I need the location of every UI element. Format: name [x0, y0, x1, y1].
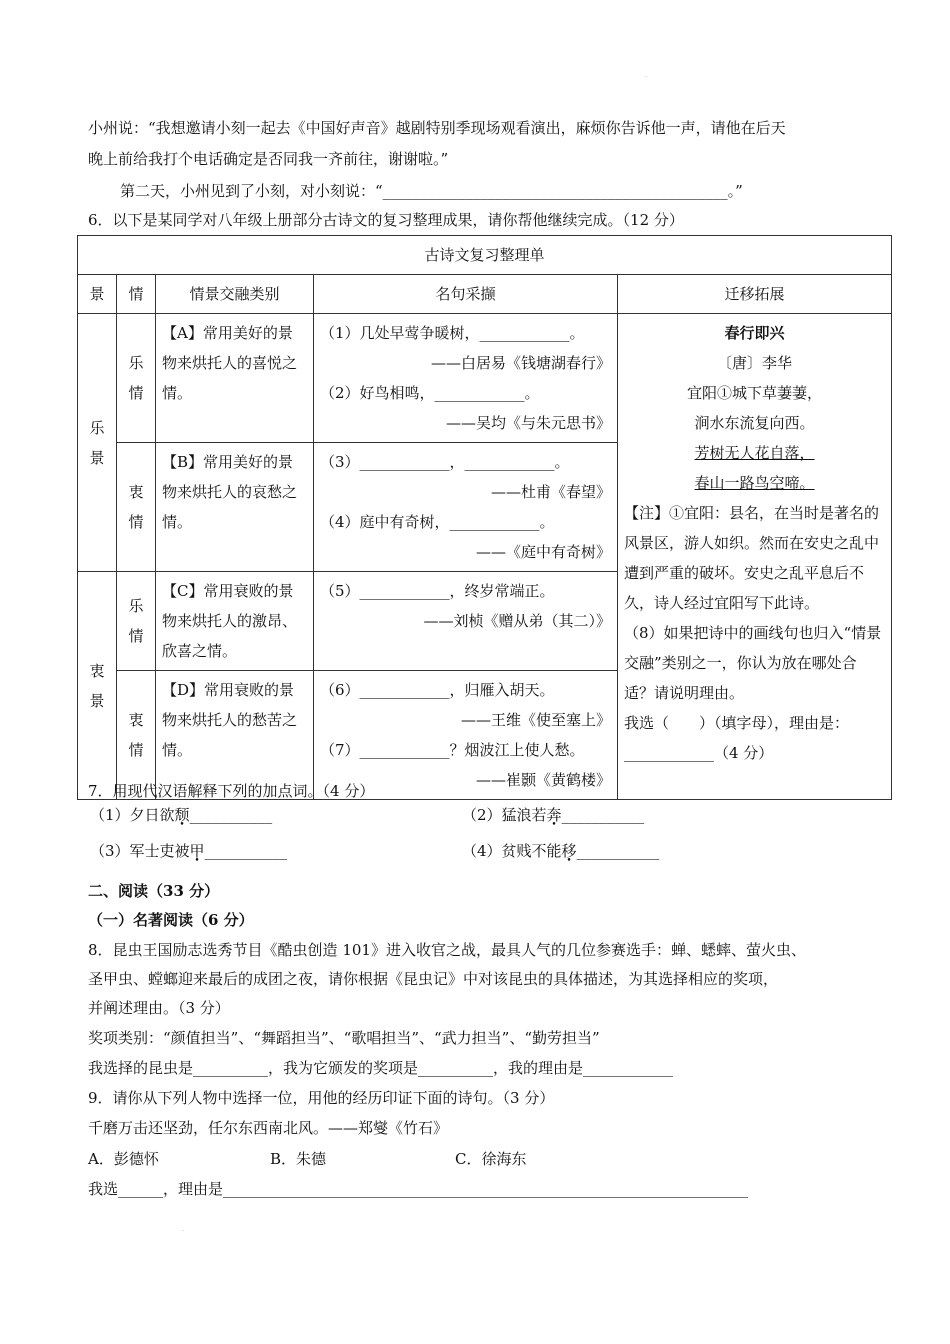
quote-2: （2）好鸟相鸣，____________。: [320, 384, 540, 402]
category-c: 【C】常用衰败的景物来烘托人的激昂、欣喜之情。: [156, 572, 314, 671]
emotion-happy-1: 乐情: [117, 314, 156, 443]
poem-line-4: 春山一路鸟空啼。: [694, 474, 815, 492]
poem-title: 春行即兴: [724, 324, 785, 342]
quote-1: （1）几处早莺争暖树，____________。: [320, 324, 585, 342]
q7-item-1: [90, 804, 272, 826]
q7-item-4-text: （4）贫贱不能: [462, 842, 562, 860]
q7-item-4: [462, 840, 659, 862]
quote-5: （5）____________，终岁常端正。: [320, 582, 555, 600]
poem-line-3: 芳树无人花自落，: [694, 444, 815, 462]
q9-option-a: A．彭德怀: [88, 1150, 159, 1168]
q7-item-2-dotted: 奔: [546, 806, 562, 824]
page-mark-bottom: ·: [182, 1228, 184, 1235]
q7-item-1-text: （1）夕日欲: [90, 806, 175, 824]
q7-item-3-dotted: 甲: [189, 842, 205, 860]
q9-line-2: 千磨万击还坚劲，任尔东西南北风。——郑燮《竹石》: [88, 1119, 449, 1137]
quote-3: （3）____________，____________。: [320, 453, 570, 471]
q9-option-b: B．朱德: [270, 1150, 327, 1168]
q8-line-3: 并阐述理由。（3 分）: [88, 999, 230, 1017]
header-quotes: 名句采撷: [314, 275, 618, 314]
q7-item-2: [462, 804, 644, 826]
quote-1-source: ——白居易《钱塘湖春行》: [430, 354, 611, 372]
quote-6: （6）____________，归雁入胡天。: [320, 681, 555, 699]
q9-answer: 我选______，理由是______________________________________________________________________: [88, 1180, 749, 1198]
q7-item-2-blank: ___________: [561, 806, 645, 824]
q8-line-4: 奖项类别：“颜值担当”、“舞蹈担当”、“歌唱担当”、“武力担当”、“勤劳担当”: [88, 1029, 600, 1047]
q7-item-4-dotted: 移: [561, 842, 577, 860]
poem-line-1: 宜阳①城下草萋萋，: [687, 384, 823, 402]
header-emotion: 情: [117, 275, 156, 314]
quote-cell-1: [314, 314, 618, 443]
emotion-happy-2: 乐情: [117, 572, 156, 671]
intro-line-1: 小州说：“我想邀请小刻一起去《中国好声音》越剧特别季现场观看演出，麻烦你告诉他一声，请他在后天: [88, 119, 786, 137]
quote-3-source: ——杜甫《春望》: [490, 483, 611, 501]
review-table: [77, 235, 892, 800]
category-a: 【A】常用美好的景物来烘托人的喜悦之情。: [156, 314, 314, 443]
q7-prompt: 7．用现代汉语解释下列的加点词。（4 分）: [88, 782, 375, 800]
category-b: 【B】常用美好的景物来烘托人的哀愁之情。: [156, 443, 314, 572]
answer-line: 我选（ ）（填字母），理由是：: [624, 714, 850, 732]
header-scene: 景: [78, 275, 117, 314]
q9-option-c: C．徐海东: [455, 1150, 527, 1168]
scene-sad: 衷景: [78, 572, 117, 800]
poem-line-2: 涧水东流复向西。: [694, 414, 815, 432]
q8-line-1: 8．昆虫王国励志选秀节目《酷虫创造 101》进入收官之战，最具人气的几位参赛选手：蝉、蟋蟀、萤火虫、: [88, 941, 806, 959]
q7-item-3-blank: ___________: [204, 842, 288, 860]
quote-7: （7）____________？烟波江上使人愁。: [320, 741, 585, 759]
section-2-subtitle: （一）名著阅读（6 分）: [88, 911, 254, 929]
scene-happy: 乐景: [78, 314, 117, 572]
table-title: 古诗文复习整理单: [78, 236, 892, 275]
quote-6-source: ——王维《使至塞上》: [460, 711, 611, 729]
q7-item-4-blank: ___________: [576, 842, 660, 860]
q7-item-2-text: （2）猛浪若: [462, 806, 547, 824]
intro-line-2: 晚上前给我打个电话确定是否同我一齐前往，谢谢啦。”: [88, 150, 449, 168]
emotion-sad-2: 衷情: [117, 671, 156, 800]
q8-line-2: 圣甲虫、螳螂迎来最后的成团之夜，请你根据《昆虫记》中对该昆虫的具体描述，为其选择相应的奖项，: [88, 970, 779, 988]
section-2-title: 二、阅读（33 分）: [88, 882, 220, 900]
q7-item-1-blank: ___________: [189, 806, 273, 824]
q6-prompt: 6．以下是某同学对八年级上册部分古诗文的复习整理成果，请你帮他继续完成。（12 分）: [88, 211, 684, 229]
poem-author: 〔唐〕李华: [717, 354, 793, 372]
answer-line-2: ____________（4 分）: [624, 744, 774, 762]
q9-line-1: 9．请你从下列人物中选择一位，用他的经历印证下面的诗句。（3 分）: [88, 1089, 555, 1107]
category-d: 【D】常用衰败的景物来烘托人的愁苦之情。: [156, 671, 314, 800]
page-mark-top: ·: [645, 74, 647, 81]
poem-note: 【注】①宜阳：县名，在当时是著名的风景区，游人如织。然而在安史之乱中遭到严重的破坏。安史之乱平息后不久，诗人经过宜阳写下此诗。: [624, 504, 880, 612]
intro-line-3: 第二天，小州见到了小刻，对小刻说：“______________________________________________。”: [120, 182, 743, 200]
question-8: （8）如果把诗中的画线句也归入“情景交融”类别之一，你认为放在哪处合适？请说明理由。: [624, 624, 882, 702]
quote-7-source: ——崔颢《黄鹤楼》: [475, 771, 611, 789]
extension-cell: [618, 314, 892, 800]
quote-5-source: ——刘桢《赠从弟（其二）》: [423, 612, 611, 630]
quote-4: （4）庭中有奇树，____________。: [320, 513, 555, 531]
q7-item-3-text: （3）军士吏被: [90, 842, 190, 860]
q7-item-3: [90, 840, 287, 862]
quote-2-source: ——吴均《与朱元思书》: [445, 414, 611, 432]
header-category: 情景交融类别: [156, 275, 314, 314]
quote-cell-3: [314, 572, 618, 671]
quote-4-source: ——《庭中有奇树》: [475, 543, 611, 561]
q7-item-1-dotted: 颓: [174, 806, 190, 824]
q8-line-5: 我选择的昆虫是__________，我为它颁发的奖项是__________，我的理由是____________: [88, 1059, 674, 1077]
quote-cell-2: [314, 443, 618, 572]
emotion-sad-1: 衷情: [117, 443, 156, 572]
header-extension: 迁移拓展: [618, 275, 892, 314]
